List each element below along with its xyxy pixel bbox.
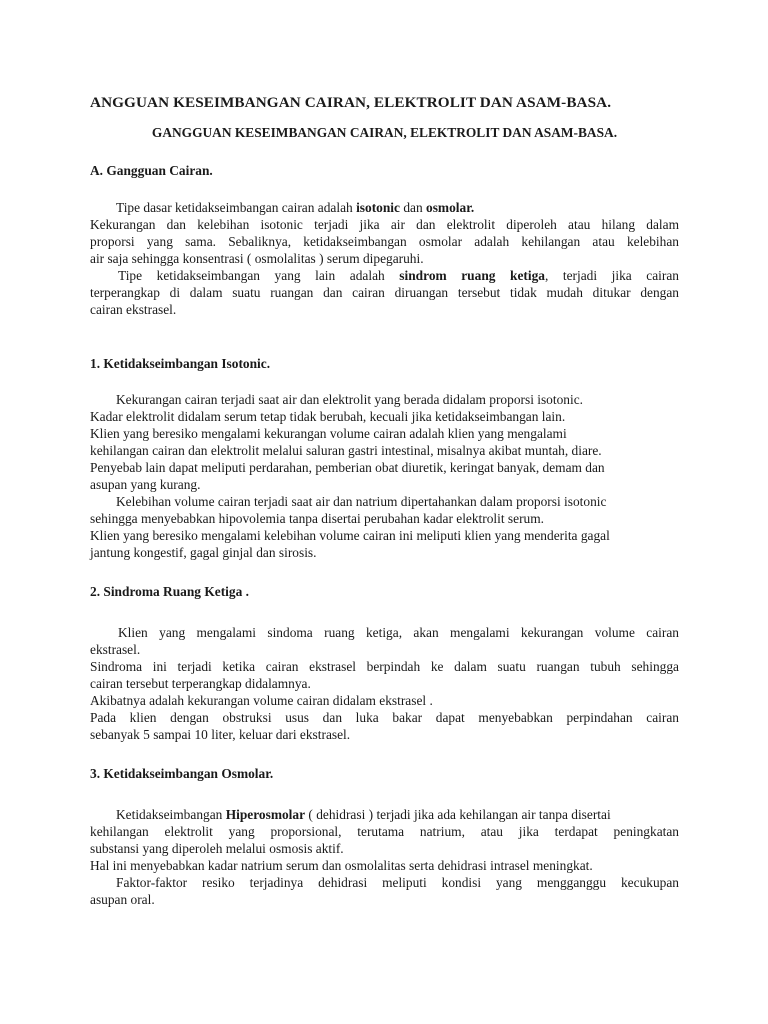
text-run: dan: [399, 200, 427, 215]
paragraph-line: Penyebab lain dapat meliputi perdarahan, pemberian obat diuretik, keringat banyak, demam dan: [90, 460, 605, 475]
paragraph-line: Pada klien dengan obstruksi usus dan luka bakar dapat menyebabkan perpindahan cairan: [90, 710, 679, 725]
paragraph-line: asupan yang kurang.: [90, 477, 201, 492]
section-a-body: [90, 199, 679, 318]
paragraph-line: ekstrasel.: [90, 642, 141, 657]
paragraph-line: [90, 806, 679, 823]
document-subtitle: GANGGUAN KESEIMBANGAN CAIRAN, ELEKTROLIT DAN ASAM-BASA.: [151, 125, 618, 140]
bold-term-sindrom: sindrom ruang ketiga: [399, 268, 545, 283]
paragraph-line: sehingga menyebabkan hipovolemia tanpa disertai perubahan kadar elektrolit serum.: [90, 511, 545, 526]
section-heading-2: 2. Sindroma Ruang Ketiga .: [90, 584, 249, 599]
paragraph-line: Kekurangan dan kelebihan isotonic terjadi jika air dan elektrolit diperoleh atau hilang dalam: [90, 217, 679, 232]
text-run: ( dehidrasi ) terjadi jika ada kehilangan air tanpa disertai: [305, 807, 611, 822]
text-run: , terjadi jika cairan: [544, 268, 679, 283]
paragraph-line: Kelebihan volume cairan terjadi saat air dan natrium dipertahankan dalam proporsi isotonic: [116, 494, 607, 509]
paragraph-line: proporsi yang sama. Sebaliknya, ketidakseimbangan osmolar adalah kehilangan atau kelebihan: [90, 234, 679, 249]
document-page: [90, 94, 679, 908]
paragraph-line: Faktor-faktor resiko terjadinya dehidrasi meliputi kondisi yang mengganggu kecukupan: [116, 875, 679, 890]
section-heading-a: A. Gangguan Cairan.: [90, 163, 213, 178]
paragraph-line: substansi yang diperoleh melalui osmosis aktif.: [90, 841, 344, 856]
paragraph-line: sebanyak 5 sampai 10 liter, keluar dari ekstrasel.: [90, 727, 351, 742]
document-title: ANGGUAN KESEIMBANGAN CAIRAN, ELEKTROLIT DAN ASAM-BASA.: [90, 94, 612, 111]
text-run: Tipe ketidakseimbangan yang lain adalah: [118, 268, 400, 283]
paragraph-line: jantung kongestif, gagal ginjal dan sirosis.: [90, 545, 317, 560]
bold-term-isotonic: isotonic: [356, 200, 400, 215]
paragraph-line: Sindroma ini terjadi ketika cairan ekstrasel berpindah ke dalam suatu ruangan tubuh sehingga: [90, 659, 679, 674]
paragraph-line: kehilangan cairan dan elektrolit melalui saluran gastri intestinal, misalnya akibat muntah, diare.: [90, 443, 602, 458]
paragraph-line: [90, 267, 679, 284]
paragraph-line: Klien yang beresiko mengalami kekurangan volume cairan adalah klien yang mengalami: [90, 426, 567, 441]
paragraph-line: asupan oral.: [90, 892, 155, 907]
paragraph-line: Akibatnya adalah kekurangan volume cairan didalam ekstrasel .: [90, 693, 433, 708]
paragraph-line: Kekurangan cairan terjadi saat air dan elektrolit yang berada didalam proporsi isotonic.: [116, 392, 584, 407]
section-heading-3: 3. Ketidakseimbangan Osmolar.: [90, 766, 274, 781]
bold-term-osmolar: osmolar.: [426, 200, 475, 215]
paragraph-line: Klien yang mengalami sindoma ruang ketiga, akan mengalami kekurangan volume cairan: [118, 625, 679, 640]
paragraph-line: kehilangan elektrolit yang proporsional, terutama natrium, atau jika terdapat peningkatan: [90, 824, 679, 839]
paragraph-line: Klien yang beresiko mengalami kelebihan volume cairan ini meliputi klien yang menderita gagal: [90, 528, 610, 543]
paragraph-line: terperangkap di dalam suatu ruangan dan cairan diruangan tersebut tidak mudah ditukar dengan: [90, 285, 679, 300]
text-run: Tipe dasar ketidakseimbangan cairan adalah: [116, 200, 357, 215]
paragraph-line: Hal ini menyebabkan kadar natrium serum dan osmolalitas serta dehidrasi intrasel meningkat.: [90, 858, 593, 873]
paragraph-line: cairan ekstrasel.: [90, 302, 177, 317]
bold-term-hiperosmolar: Hiperosmolar: [225, 807, 306, 822]
section-1-body: [90, 391, 679, 561]
paragraph-line: air saja sehingga konsentrasi ( osmolalitas ) serum dipegaruhi.: [90, 251, 424, 266]
text-run: Ketidakseimbangan: [116, 807, 226, 822]
section-heading-1: 1. Ketidakseimbangan Isotonic.: [90, 356, 271, 371]
paragraph-line: Kadar elektrolit didalam serum tetap tidak berubah, kecuali jika ketidakseimbangan lain.: [90, 409, 566, 424]
section-2-body: [90, 624, 679, 743]
paragraph-line: cairan tersebut terperangkap didalamnya.: [90, 676, 311, 691]
paragraph-line: [90, 199, 679, 216]
section-3-body: [90, 806, 679, 908]
